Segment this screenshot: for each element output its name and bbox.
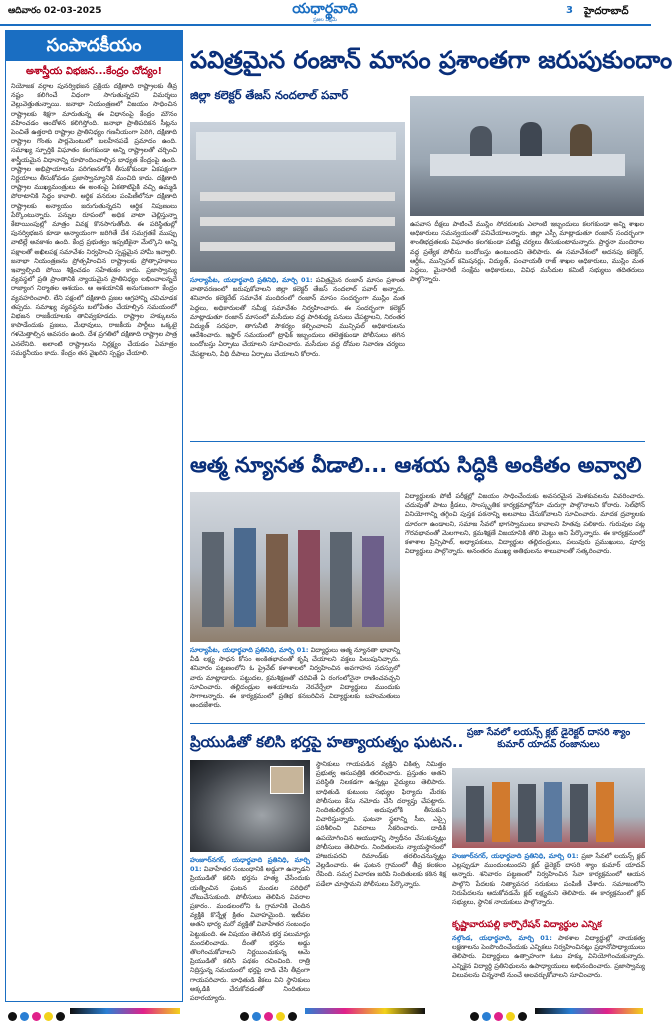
print-registration-marks — [8, 1006, 68, 1025]
divider — [190, 723, 645, 724]
story4-body — [452, 852, 645, 916]
print-registration-marks — [240, 1006, 300, 1025]
story2-dateline: సూర్యాపేట, యధార్థవాది ప్రతినిధి, మార్చి 01: — [190, 646, 309, 654]
story3-body-left — [190, 856, 310, 1003]
divider — [190, 441, 645, 442]
editorial-headline: అశాస్త్రీయ విభజన...కేంద్రం చోద్యం! — [25, 66, 163, 77]
editorial-column — [5, 30, 183, 1002]
story1-body-left-text: పవిత్రమైన రంజాన్ మాసం ప్రశాంత వాతావరణంలో జరుపుకోవాలని జిల్లా కలెక్టర్ తేజస్ నందలాల్ పవార్ అన్నారు. శనివారం కలెక్టరేట్ సమావేశ మందిరంలో రంజాన్ మాసం సందర్భంగా ముస్లిం మత పెద్దలు, అధికారులతో సమీక్ష సమావేశం నిర్వహించారు. ఈ సందర్భంగా కలెక్టర్ మాట్లాడుతూ రంజాన్ మాసంలో మసీదుల వద్ద పారిశుధ్య పనులు చేపట్టాలని, నిరంతర విద్యుత్ సరఫరా, తాగునీటి సౌకర్యం కల్పించాలని మున్సిపల్ అధికారులను ఆదేశించారు. ఇఫ్తార్ సమయంలో ట్రాఫిక్ ఇబ్బందులు తలెత్తకుండా పోలీసులు తగిన బందోబస్తు ఏర్పాటు చేయాలని సూచించారు. మసీదుల వద్ద దోమల నివారణ చర్యలు చేపట్టాలని, వీధి దీపాలు ఏర్పాటు చేయాలని కోరారు. — [190, 276, 405, 358]
masthead-subtitle: ప్రజల పక్షమే — [313, 17, 337, 23]
story5-dateline: నల్గొండ, యధార్థవాది, మార్చి 01: — [452, 934, 552, 942]
header-date: ఆదివారం 02-03-2025 — [8, 6, 102, 16]
story3-body-right: స్థానికులు గాయపడిన వ్యక్తిని చికిత్స నిమిత్తం ప్రభుత్వ ఆసుపత్రికి తరలించారు. ప్రస్తుతం అతని పరిస్థితి నిలకడగా ఉన్నట్లు వైద్యులు తెలిపారు. బాధితుడి కుటుంబ సభ్యుల ఫిర్యాదు మేరకు పోలీసులు కేసు నమోదు చేసి దర్యాప్తు చేపట్టారు. నిందితులిద్దరినీ అదుపులోకి తీసుకుని విచారిస్తున్నారు. ఘటనా స్థలాన్ని సీఐ, ఎస్సై పరిశీలించి వివరాలు సేకరించారు. దాడికి ఉపయోగించిన ఆయుధాన్ని స్వాధీనం చేసుకున్నట్లు పోలీసులు తెలిపారు. నిందితులను న్యాయస్థానంలో హాజరుపరచి రిమాండ్‌కు తరలించనున్నట్లు వెల్లడించారు. ఈ ఘటన గ్రామంలో తీవ్ర కలకలం రేపింది. సమగ్ర విచారణ జరిపి నిందితులకు కఠిన శిక్ష పడేలా చూస్తామని పోలీసులు పేర్కొన్నారు. — [316, 760, 446, 888]
page-number: 3 — [566, 5, 573, 16]
story2-body-left — [190, 646, 400, 720]
story4-dateline: హుజూర్‌నగర్, యధార్థవాది ప్రతినిధి, మార్చి 01: — [452, 852, 579, 860]
story3-body-left-text: వివాహేతర సంబంధానికి అడ్డుగా ఉన్నాడని ప్రియుడితో కలిసి భర్తను హత్య చేసేందుకు యత్నించిన ఘటన మండల పరిధిలో చోటుచేసుకుంది. పోలీసులు తెలిపిన వివరాల ప్రకారం.. మండలంలోని ఓ గ్రామానికి చెందిన వ్యక్తికి కొన్నేళ్ల క్రితం వివాహమైంది. ఇటీవల అతని భార్య మరో వ్యక్తితో వివాహేతర సంబంధం పెట్టుకుంది. ఈ విషయం తెలిసిన భర్త పలుమార్లు మందలించాడు. దీంతో భర్తను అడ్డు తొలగించుకోవాలని నిర్ణయించుకున్న ఆమె ప్రియుడితో కలిసి పథకం రచించింది. రాత్రి నిద్రిస్తున్న సమయంలో భర్తపై దాడి చేసి తీవ్రంగా గాయపరిచారు. బాధితుడి కేకలు విని స్థానికులు అక్కడికి చేరుకోవడంతో నిందితులు పరారయ్యారు. — [190, 865, 310, 1003]
masthead-title: యధార్థవాది — [292, 1, 358, 17]
story3-photo-crime-scene — [190, 760, 310, 852]
story1-headline: పవిత్రమైన రంజాన్ మాసం ప్రశాంతగా జరుపుకుందాం — [190, 46, 672, 74]
story4-headline: ప్రజా సేవలో లయన్స్ క్లబ్ డైరెక్టర్ దాసరి శ్యాం కుమార్ యాదవ్ రంజానులు — [466, 727, 631, 750]
story5-body-text: పాఠశాల విద్యార్థుల్లో నాయకత్వ లక్షణాలను పెంపొందించేందుకు ఎన్నికలు నిర్వహించినట్లు ప్రధానోపాధ్యాయులు తెలిపారు. విద్యార్థులు ఉత్సాహంగా ఓటు హక్కు వినియోగించుకున్నారు. ఎన్నికైన విద్యార్థి ప్రతినిధులను ఉపాధ్యాయులు అభినందించారు. ప్రజాస్వామ్య విలువలను చిన్ననాటి నుంచే అలవర్చుకోవాలని సూచించారు. — [452, 934, 645, 979]
story2-body-right: విద్యార్థులకు పోటీ పరీక్షల్లో విజయం సాధించేందుకు అవసరమైన మెళకువలను వివరించారు. చదువుతో పాటు క్రీడలు, సాంస్కృతిక కార్యక్రమాల్లోనూ చురుగ్గా పాల్గొనాలని కోరారు. సెల్‌ఫోన్ వినియోగాన్ని తగ్గించి పుస్తక పఠనాన్ని అలవాటు చేసుకోవాలని సూచించారు. మాదక ద్రవ్యాలకు దూరంగా ఉండాలని, సమాజ సేవలో భాగస్వాములు కావాలని హితవు పలికారు. గురువుల పట్ల గౌరవభావంతో మెలగాలని, క్రమశిక్షణే విజయానికి తొలి మెట్టు అని పేర్కొన్నారు. ఈ కార్యక్రమంలో కళాశాల ప్రిన్సిపాల్, అధ్యాపకులు, విద్యార్థుల తల్లిదండ్రులు, పలువురు ప్రముఖులు, పూర్వ విద్యార్థులు పాల్గొన్నారు. అనంతరం ముఖ్య అతిథులను శాలువాలతో సత్కరించారు. — [405, 492, 645, 556]
story2-body-left-text: విద్యార్థులు ఆత్మ న్యూనతా భావాన్ని వీడి లక్ష్య సాధన కోసం అంకితభావంతో కృషి చేయాలని వక్తలు పిలుపునిచ్చారు. శనివారం పట్టణంలోని ఓ ప్రైవేట్ కళాశాలలో నిర్వహించిన అవగాహన సదస్సులో వారు మాట్లాడారు. పట్టుదల, క్రమశిక్షణతో చదివితే ఏ రంగంలోనైనా రాణించవచ్చని సూచించారు. తల్లిదండ్రుల ఆశయాలను నెరవేర్చేలా విద్యార్థులు ముందుకు సాగాలన్నారు. ఈ కార్యక్రమంలో ప్రతిభ కనబరిచిన విద్యార్థులకు బహుమతులు అందజేశారు. — [190, 646, 400, 710]
color-bar — [305, 1008, 425, 1014]
page-header — [0, 0, 651, 26]
story2-photo-felicitation — [190, 492, 400, 642]
print-registration-marks — [470, 1006, 530, 1025]
story5-body — [452, 934, 645, 998]
color-bar — [535, 1008, 643, 1014]
color-bar — [70, 1008, 180, 1014]
story5-headline: కృష్ణావారుపల్లి కార్పొరేషన్ విద్యార్థుల ఎన్నిక — [452, 920, 602, 930]
masthead — [230, 1, 420, 23]
header-city: హైదరాబాద్ — [584, 6, 629, 17]
story4-photo-lions-club — [452, 768, 645, 848]
story1-photo-officials — [410, 96, 644, 216]
story2-headline: ఆత్మ న్యూనత వీడాలి... ఆశయ సిద్ధికి అంకితం అవ్వాలి — [190, 453, 642, 477]
story4-body-text: ప్రజా సేవలో లయన్స్ క్లబ్ ఎల్లప్పుడూ ముందుంటుందని క్లబ్ డైరెక్టర్ దాసరి శ్యాం కుమార్ యాదవ్ అన్నారు. శనివారం పట్టణంలో నిర్వహించిన సేవా కార్యక్రమంలో ఆయన పాల్గొని పేదలకు నిత్యావసర సరుకులు పంపిణీ చేశారు. సమాజంలోని నిరుపేదలను ఆదుకోవడమే క్లబ్ లక్ష్యమని తెలిపారు. ఈ కార్యక్రమంలో క్లబ్ సభ్యులు, స్థానిక నాయకులు పాల్గొన్నారు. — [452, 852, 645, 907]
story1-body-left — [190, 276, 405, 436]
story1-subhead: జిల్లా కలెక్టర్ తేజస్ నందలాల్ పవార్ — [190, 88, 349, 102]
story1-dateline: సూర్యాపేట, యధార్థవాది ప్రతినిధి, మార్చి 01: — [190, 276, 313, 284]
story3-headline: ప్రియుడితో కలిసి భర్తపై హత్యాయత్నం ఘటన.. — [190, 733, 464, 751]
editorial-section-title: సంపాదకీయం — [6, 31, 182, 61]
story1-photo-meeting-hall — [190, 122, 405, 272]
editorial-body: నియోజక వర్గాల పునర్విభజన ప్రక్రియ దక్షిణాది రాష్ట్రాలకు తీవ్ర నష్టం కలిగించే విధంగా సాగుతున్నదని విమర్శలు వెల్లువెత్తుతున్నాయి. జనాభా నియంత్రణలో విజయం సాధించిన రాష్ట్రాలకు శిక్షగా మారుతున్న ఈ విధానంపై కేంద్రం మౌనం వహించడం ఆందోళన కలిగిస్తోంది. జనాభా ప్రాతిపదికన సీట్లను పెంచితే ఉత్తరాది రాష్ట్రాల ప్రాతినిధ్యం గణనీయంగా పెరిగి, దక్షిణాది రాష్ట్రాల గొంతు పార్లమెంటులో బలహీనపడే ప్రమాదం ఉంది. సమాఖ్య స్ఫూర్తికి విఘాతం కలగకుండా అన్ని రాష్ట్రాలతో చర్చించి శాస్త్రీయమైన విధానాన్ని రూపొందించాల్సిన బాధ్యత కేంద్రంపై ఉంది. రాష్ట్రాల అభిప్రాయాలను పరిగణనలోకి తీసుకోకుండా ఏకపక్షంగా నిర్ణయాలు తీసుకోవడం ప్రజాస్వామ్యానికి మంచిది కాదు. దక్షిణాది రాష్ట్రాల ముఖ్యమంత్రులు ఈ అంశంపై ఏకతాటిపైకి వచ్చి ఉమ్మడి పోరాటానికి సిద్ధం కావాలి. ఆర్థిక వనరుల పంపిణీలోనూ దక్షిణాది రాష్ట్రాలకు అన్యాయం జరుగుతున్నదని ఆర్థిక నిపుణులు పేర్కొంటున్నారు. పన్నుల రూపంలో అధిక వాటా చెల్లిస్తున్నా కేటాయింపుల్లో మాత్రం వివక్ష కొనసాగుతోంది. ఈ పరిస్థితుల్లో పునర్విభజన కూడా అన్యాయంగా జరిగితే దేశ సమగ్రతకే ముప్పు వాటిల్లే అవకాశం ఉంది. కేంద్ర ప్రభుత్వం ఇప్పటికైనా మేల్కొని అన్ని పక్షాలతో అఖిలపక్ష సమావేశం నిర్వహించి స్పష్టమైన హామీ ఇవ్వాలి. జనాభా నియంత్రణను ప్రోత్సహించిన రాష్ట్రాలకు ప్రోత్సాహకాలు ఇవ్వాల్సింది పోయి శిక్షించడం సహేతుకం కాదు. ప్రజాస్వామ్య వ్యవస్థలో ప్రతి ప్రాంతానికి న్యాయమైన ప్రాతినిధ్యం లభించాలన్నదే రాజ్యాంగ నిర్మాతల ఆశయం. ఆ ఆశయానికి అనుగుణంగా కేంద్రం వ్యవహరించాలి. లేని పక్షంలో దక్షిణాది ప్రజల ఆగ్రహాన్ని చవిచూడక తప్పదు. సమాఖ్య వ్యవస్థను బలోపేతం చేయాల్సిన సమయంలో విభజన రాజకీయాలకు తావివ్వకూడదు. రాష్ట్రాల హక్కులను కాపాడేందుకు ప్రజలు, మేధావులు, రాజకీయ పార్టీలు ఒక్కటై గళమెత్తాల్సిన అవసరం ఉంది. దేశ ప్రగతిలో దక్షిణాది రాష్ట్రాల పాత్ర ఎనలేనిది. అలాంటి రాష్ట్రాలను నిర్లక్ష్యం చేయడం ఏమాత్రం సమర్థనీయం కాదు. కేంద్రం తన వైఖరిని స్పష్టం చేయాలి. — [11, 82, 177, 357]
story1-body-right: ఉపవాస దీక్షలు పాటించే ముస్లిం సోదరులకు ఎలాంటి ఇబ్బందులు కలగకుండా అన్ని శాఖల అధికారులు సమన్వయంతో పనిచేయాలన్నారు. జిల్లా ఎస్పీ మాట్లాడుతూ రంజాన్ సందర్భంగా శాంతిభద్రతలకు విఘాతం కలగకుండా పటిష్ట చర్యలు తీసుకుంటామన్నారు. ప్రార్థనా మందిరాల వద్ద ప్రత్యేక పోలీసు బందోబస్తు ఉంటుందని తెలిపారు. ఈ సమావేశంలో అదనపు కలెక్టర్, ఆర్డీఓ, మున్సిపల్ కమిషనర్లు, విద్యుత్, పంచాయతీ రాజ్ శాఖల అధికారులు, ముస్లిం మత పెద్దలు, మైనారిటీ సంక్షేమ అధికారులు, వివిధ మసీదుల కమిటీ సభ్యులు తదితరులు పాల్గొన్నారు. — [410, 220, 644, 284]
story3-dateline: హుజూర్‌నగర్, యధార్థవాది ప్రతినిధి, మార్చి 01: — [190, 856, 310, 874]
